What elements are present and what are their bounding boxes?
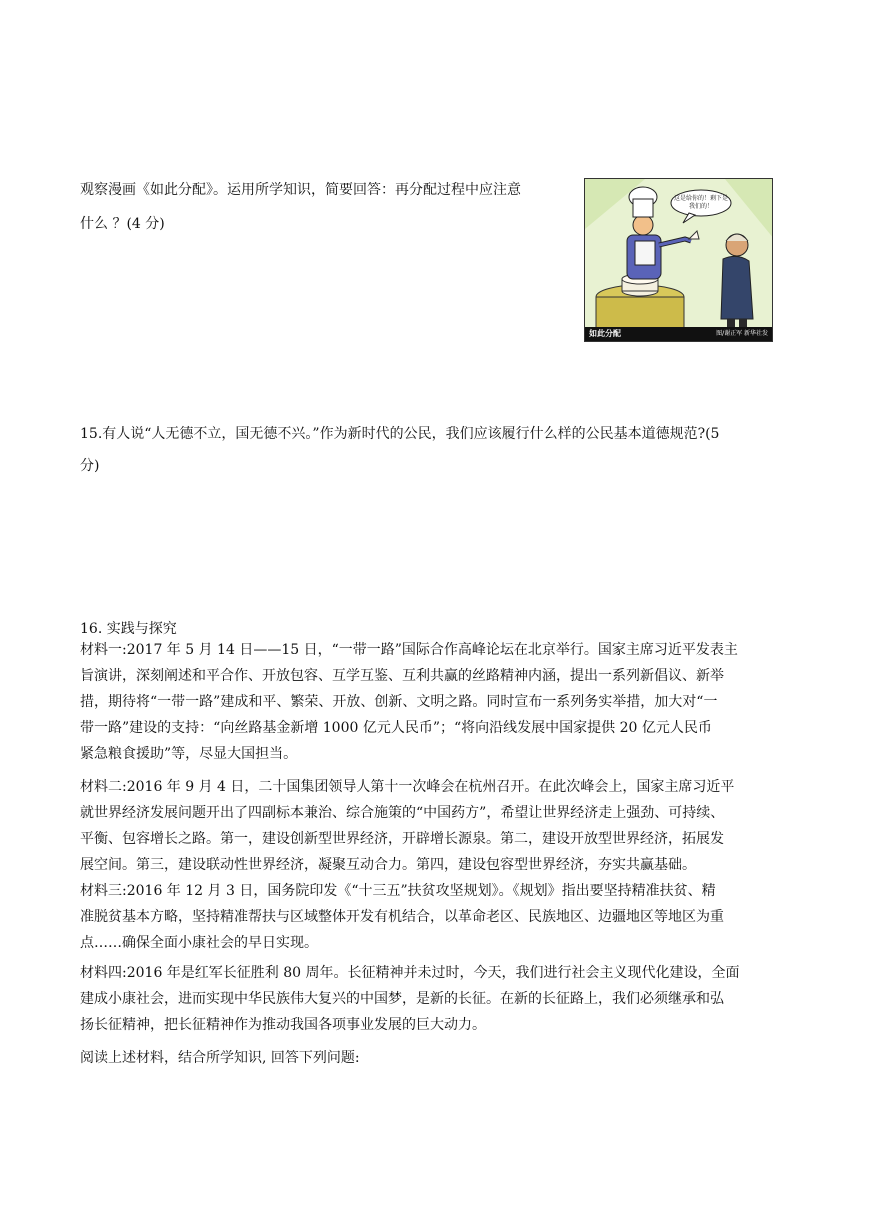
q16-line: 材料四:2016 年是红军长征胜利 80 周年。长征精神并未过时，今天，我们进行社会主义现代化建设，全面 — [80, 965, 740, 981]
q16-line: 材料一:2017 年 5 月 14 日——15 日，“一带一路”国际合作高峰论坛在北京举行。国家主席习近平发表主 — [80, 642, 738, 658]
q14-line-1: 观察漫画《如此分配》。运用所学知识，简要回答：再分配过程中应注意 — [80, 182, 521, 198]
q16-line: 旨演讲，深刻阐述和平合作、开放包容、互学互鉴、互利共赢的丝路精神内涵，提出一系列新倡议、新举 — [80, 668, 724, 684]
q16-line: 展空间。第三，建设联动性世界经济，凝聚互动合力。第四，建设包容型世界经济，夯实共赢基础。 — [80, 857, 696, 873]
q16-line: 措，期待将“一带一路”建成和平、繁荣、开放、创新、文明之路。同时宣布一系列务实举措，加大对“一 — [80, 694, 718, 710]
cartoon-title: 如此分配 — [589, 329, 621, 338]
q16-line: 紧急粮食援助”等，尽显大国担当。 — [80, 746, 298, 762]
q16-line: 平衡、包容增长之路。第一，建设创新型世界经济，开辟增长源泉。第二，建设开放型世界经济，拓展发 — [80, 831, 724, 847]
q15-line-1: 15.有人说“人无德不立，国无德不兴。”作为新时代的公民，我们应该履行什么样的公民基本道德规范?(5 — [80, 426, 720, 442]
q16-line: 建成小康社会，进而实现中华民族伟大复兴的中国梦，是新的长征。在新的长征路上，我们必须继承和弘 — [80, 991, 724, 1007]
q16-line: 材料三:2016 年 12 月 3 日，国务院印发《“十三五”扶贫攻坚规划》。《规划》指出要坚持精准扶贫、精 — [80, 883, 716, 899]
q16-heading: 16. 实践与探究 — [80, 621, 177, 637]
q16-line: 扬长征精神，把长征精神作为推动我国各项事业发展的巨大动力。 — [80, 1017, 486, 1033]
q16-line: 准脱贫基本方略，坚持精准帮扶与区域整体开发有机结合，以革命老区、民族地区、边疆地区等地区为重 — [80, 909, 724, 925]
q16-line: 就世界经济发展问题开出了四副标本兼治、综合施策的“中国药方”，希望让世界经济走上强劲、可持续、 — [80, 805, 725, 821]
q16-line: 带一路”建设的支持：“向丝路基金新增 1000 亿元人民币”；“将向沿线发展中国家提供 20 亿元人民币 — [80, 720, 712, 736]
cartoon-credit: 图/谢正军 新华社发 — [716, 330, 768, 337]
q15-line-2: 分) — [80, 458, 100, 474]
q16-line: 点……确保全面小康社会的早日实现。 — [80, 935, 318, 951]
q16-line: 阅读上述材料，结合所学知识, 回答下列问题: — [80, 1050, 360, 1066]
cartoon-speech-bubble: 这是给你的！剩下是我们的！ — [673, 195, 728, 210]
q14-line-2: 什么 ？(4 分) — [80, 216, 165, 232]
q16-line: 材料二:2016 年 9 月 4 日，二十国集团领导人第十一次峰会在杭州召开。在此次峰会上，国家主席习近平 — [80, 779, 735, 795]
cartoon-figure — [584, 178, 773, 342]
cartoon-caption-bar — [585, 327, 772, 341]
